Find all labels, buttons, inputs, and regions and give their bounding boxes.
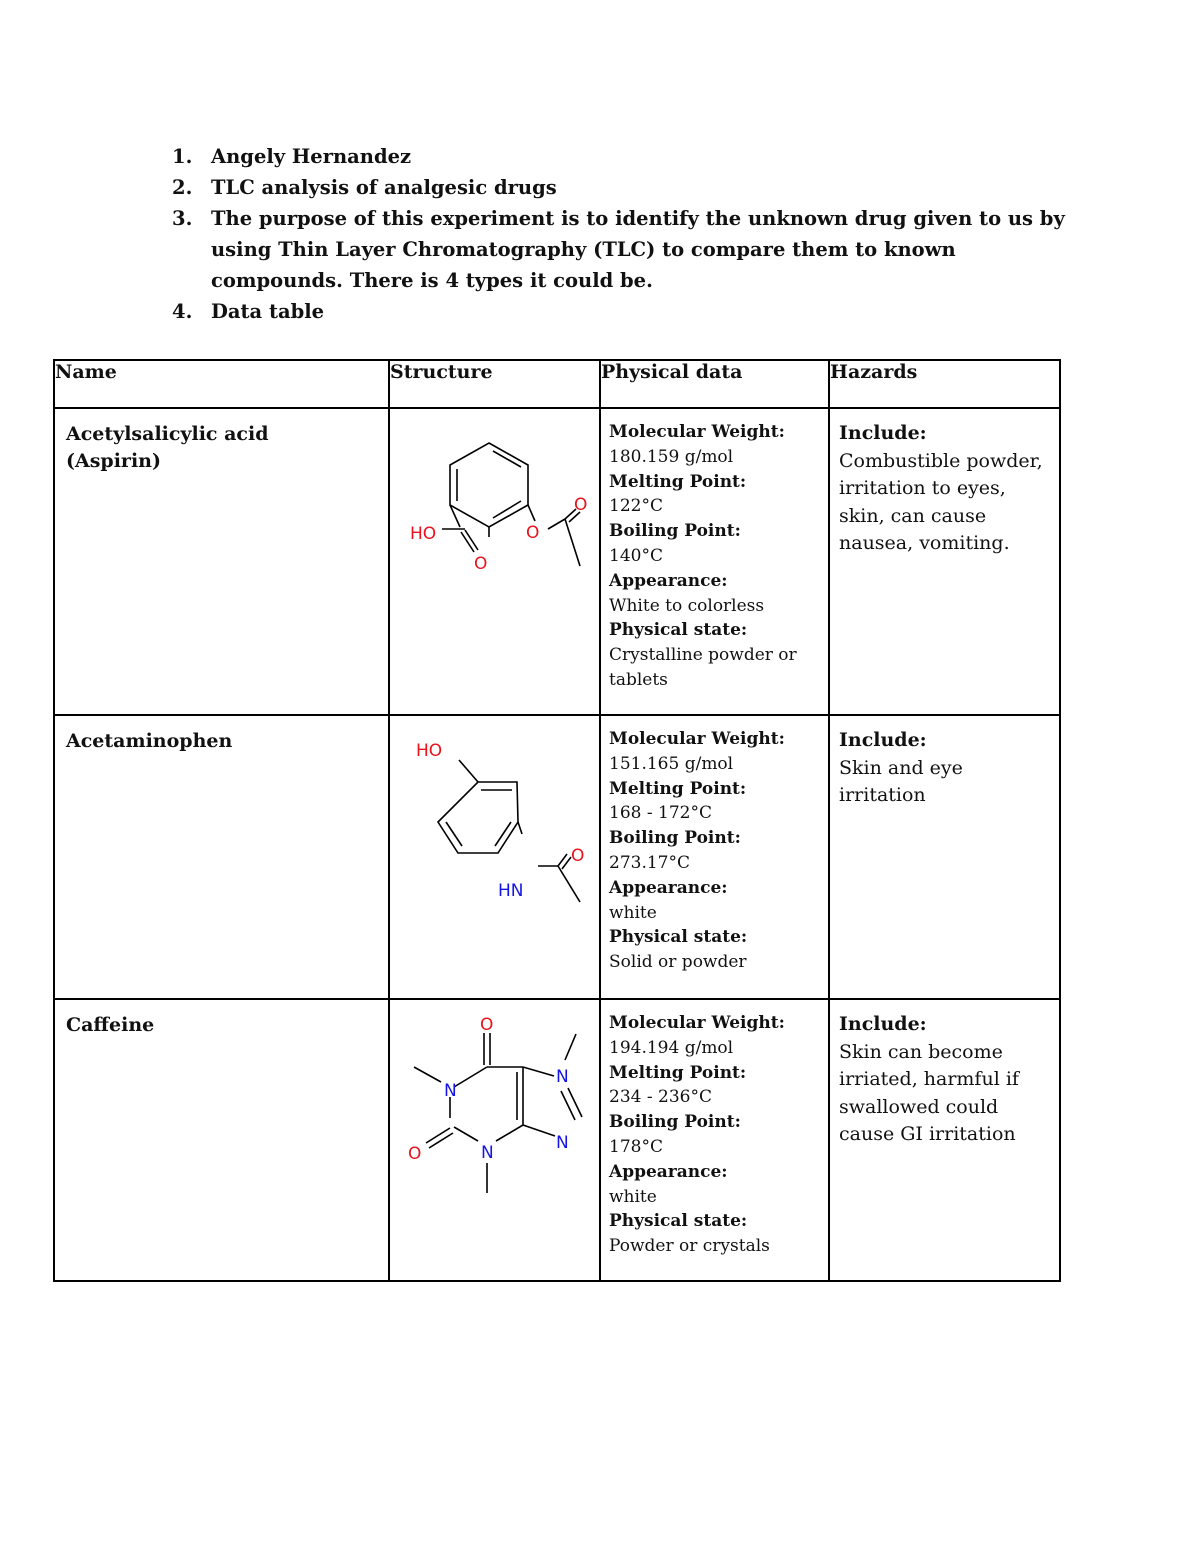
compound-name-cell bbox=[54, 408, 389, 715]
appearance-value: white bbox=[609, 1186, 657, 1207]
data-table bbox=[53, 359, 1061, 1282]
melting-point-value: 168 - 172°C bbox=[609, 803, 712, 824]
hazards-label: Include: bbox=[839, 729, 927, 751]
list-number: 2. bbox=[172, 176, 193, 199]
column-header-structure: Structure bbox=[389, 360, 600, 408]
hazards-label: Include: bbox=[839, 422, 927, 444]
table-row bbox=[54, 408, 1060, 715]
appearance-label: Appearance: bbox=[609, 1161, 728, 1182]
structure-cell bbox=[389, 999, 600, 1281]
table-header-row bbox=[54, 360, 1060, 408]
appearance-label: Appearance: bbox=[609, 877, 728, 898]
appearance-label: Appearance: bbox=[609, 570, 728, 591]
atom-label: HN bbox=[498, 881, 524, 901]
melting-point-value: 122°C bbox=[609, 496, 663, 517]
atom-label: N bbox=[556, 1067, 569, 1087]
physical-state-label: Physical state: bbox=[609, 620, 748, 641]
physical-state-value: Solid or powder bbox=[609, 952, 747, 973]
hazards-value: Combustible powder, irritation to eyes, skin, can cause nausea, vomiting. bbox=[839, 449, 1043, 554]
atom-label: N bbox=[556, 1133, 569, 1153]
hazards-value: Skin and eye irritation bbox=[839, 756, 963, 806]
compound-name: Acetylsalicylic acid (Aspirin) bbox=[66, 423, 269, 472]
physical-data-cell bbox=[600, 408, 829, 715]
column-header-physical-data: Physical data bbox=[600, 360, 829, 408]
compound-name: Caffeine bbox=[66, 1014, 155, 1036]
list-item bbox=[172, 141, 1072, 172]
physical-state-label: Physical state: bbox=[609, 927, 748, 948]
compound-name-cell bbox=[54, 999, 389, 1281]
table-row bbox=[54, 999, 1060, 1281]
physical-data-cell bbox=[600, 999, 829, 1281]
boiling-point-value: 140°C bbox=[609, 545, 663, 566]
atom-label: O bbox=[408, 1144, 422, 1164]
hazards-cell bbox=[829, 999, 1060, 1281]
structure-cell bbox=[389, 715, 600, 999]
intro-list bbox=[172, 141, 1072, 327]
column-header-hazards: Hazards bbox=[829, 360, 1060, 408]
hazards-cell bbox=[829, 408, 1060, 715]
hazards-cell bbox=[829, 715, 1060, 999]
table-row bbox=[54, 715, 1060, 999]
experiment-title: TLC analysis of analgesic drugs bbox=[211, 176, 557, 199]
hazards-value: Skin can become irriated, harmful if swallowed could cause GI irritation bbox=[839, 1040, 1019, 1145]
molecular-weight-label: Molecular Weight: bbox=[609, 1013, 785, 1033]
list-number: 1. bbox=[172, 145, 193, 168]
structure-cell bbox=[389, 408, 600, 715]
atom-label: HO bbox=[416, 741, 443, 761]
atom-label: N bbox=[444, 1081, 457, 1101]
atom-label: O bbox=[480, 1015, 494, 1035]
atom-label: O bbox=[526, 523, 540, 543]
melting-point-value: 234 - 236°C bbox=[609, 1087, 712, 1108]
appearance-value: White to colorless bbox=[609, 595, 765, 616]
aspirin-structure bbox=[390, 409, 601, 702]
author-name: Angely Hernandez bbox=[211, 145, 412, 168]
physical-data-cell bbox=[600, 715, 829, 999]
column-header-name: Name bbox=[54, 360, 389, 408]
hazards-label: Include: bbox=[839, 1013, 927, 1035]
list-item bbox=[172, 296, 1072, 327]
purpose-text: The purpose of this experiment is to identify the unknown drug given to us by using Thin Layer Chromatography (TLC) to compare them to known compounds. There is 4 types it could be. bbox=[211, 207, 1065, 292]
boiling-point-label: Boiling Point: bbox=[609, 521, 741, 542]
atom-label: O bbox=[574, 495, 588, 515]
boiling-point-label: Boiling Point: bbox=[609, 828, 741, 849]
molecular-weight-label: Molecular Weight: bbox=[609, 729, 785, 749]
boiling-point-label: Boiling Point: bbox=[609, 1112, 741, 1133]
molecular-weight-value: 194.194 g/mol bbox=[609, 1037, 734, 1058]
boiling-point-value: 273.17°C bbox=[609, 852, 690, 873]
caffeine-structure bbox=[390, 1000, 601, 1268]
boiling-point-value: 178°C bbox=[609, 1136, 663, 1157]
physical-state-label: Physical state: bbox=[609, 1211, 748, 1232]
atom-label: O bbox=[474, 554, 488, 574]
physical-state-value: Crystalline powder or tablets bbox=[609, 645, 797, 690]
molecular-weight-label: Molecular Weight: bbox=[609, 422, 785, 442]
list-item bbox=[172, 203, 1072, 296]
atom-label: HO bbox=[410, 524, 437, 544]
molecular-weight-value: 180.159 g/mol bbox=[609, 446, 734, 467]
melting-point-label: Melting Point: bbox=[609, 778, 747, 799]
atom-label: N bbox=[481, 1143, 494, 1163]
list-number: 3. bbox=[172, 207, 193, 230]
acetaminophen-structure bbox=[390, 716, 601, 986]
list-item bbox=[172, 172, 1072, 203]
physical-state-value: Powder or crystals bbox=[609, 1236, 770, 1257]
compound-name: Acetaminophen bbox=[66, 730, 233, 752]
molecular-weight-value: 151.165 g/mol bbox=[609, 753, 734, 774]
list-number: 4. bbox=[172, 300, 193, 323]
melting-point-label: Melting Point: bbox=[609, 1062, 747, 1083]
compound-name-cell bbox=[54, 715, 389, 999]
appearance-value: white bbox=[609, 902, 657, 923]
atom-label: O bbox=[571, 846, 585, 866]
melting-point-label: Melting Point: bbox=[609, 471, 747, 492]
data-table-heading: Data table bbox=[211, 300, 325, 323]
